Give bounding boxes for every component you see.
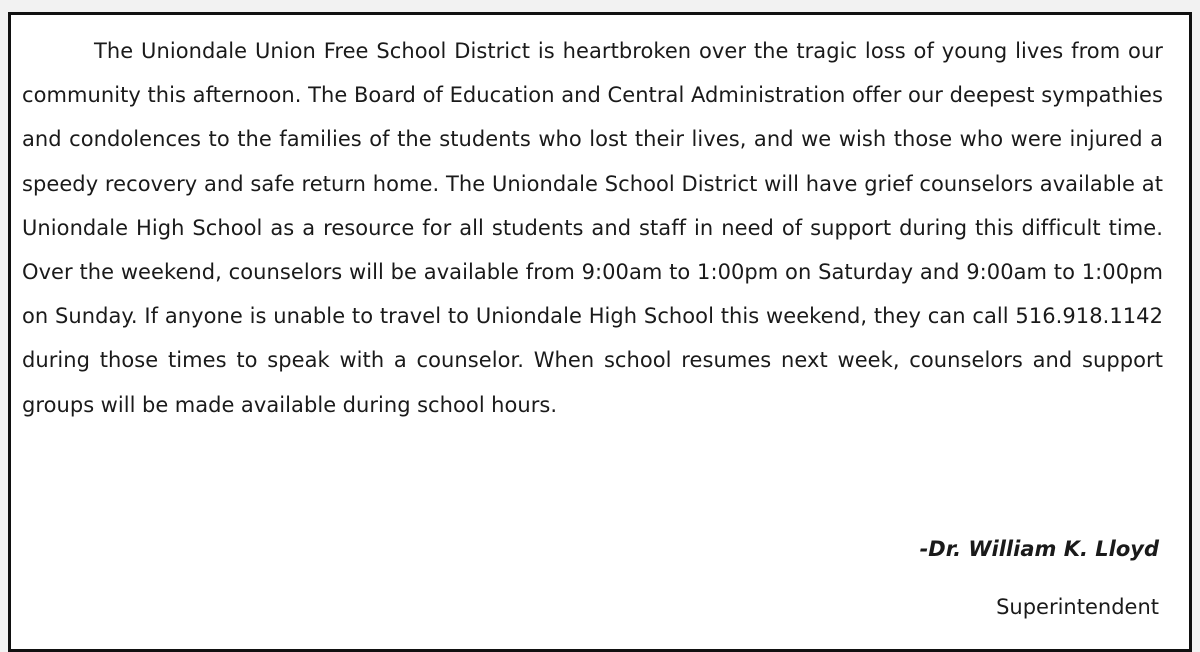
statement-body: The Uniondale Union Free School District is heartbroken over the tragic loss of young lives from our community this afternoon. The Board of Education and Central Administration offer our deepest sympathies and condolences to the families of the students who lost their lives, and we wish those who were injured a speedy recovery and safe return home. The Uniondale School District will have grief counselors available at Uniondale High School as a resource for all students and staff in need of support during this difficult time. Over the weekend, counselors will be available from 9:00am to 1:00pm on Saturday and 9:00am to 1:00pm on Sunday. If anyone is unable to travel to Uniondale High School this weekend, they can call 516.918.1142 during those times to speak with a counselor. When school resumes next week, counselors and support groups will be made available during school hours. bbox=[22, 39, 1163, 417]
signature-title: Superintendent bbox=[996, 595, 1159, 619]
signature-name: -Dr. William K. Lloyd bbox=[919, 537, 1159, 561]
statement-frame bbox=[8, 12, 1192, 652]
